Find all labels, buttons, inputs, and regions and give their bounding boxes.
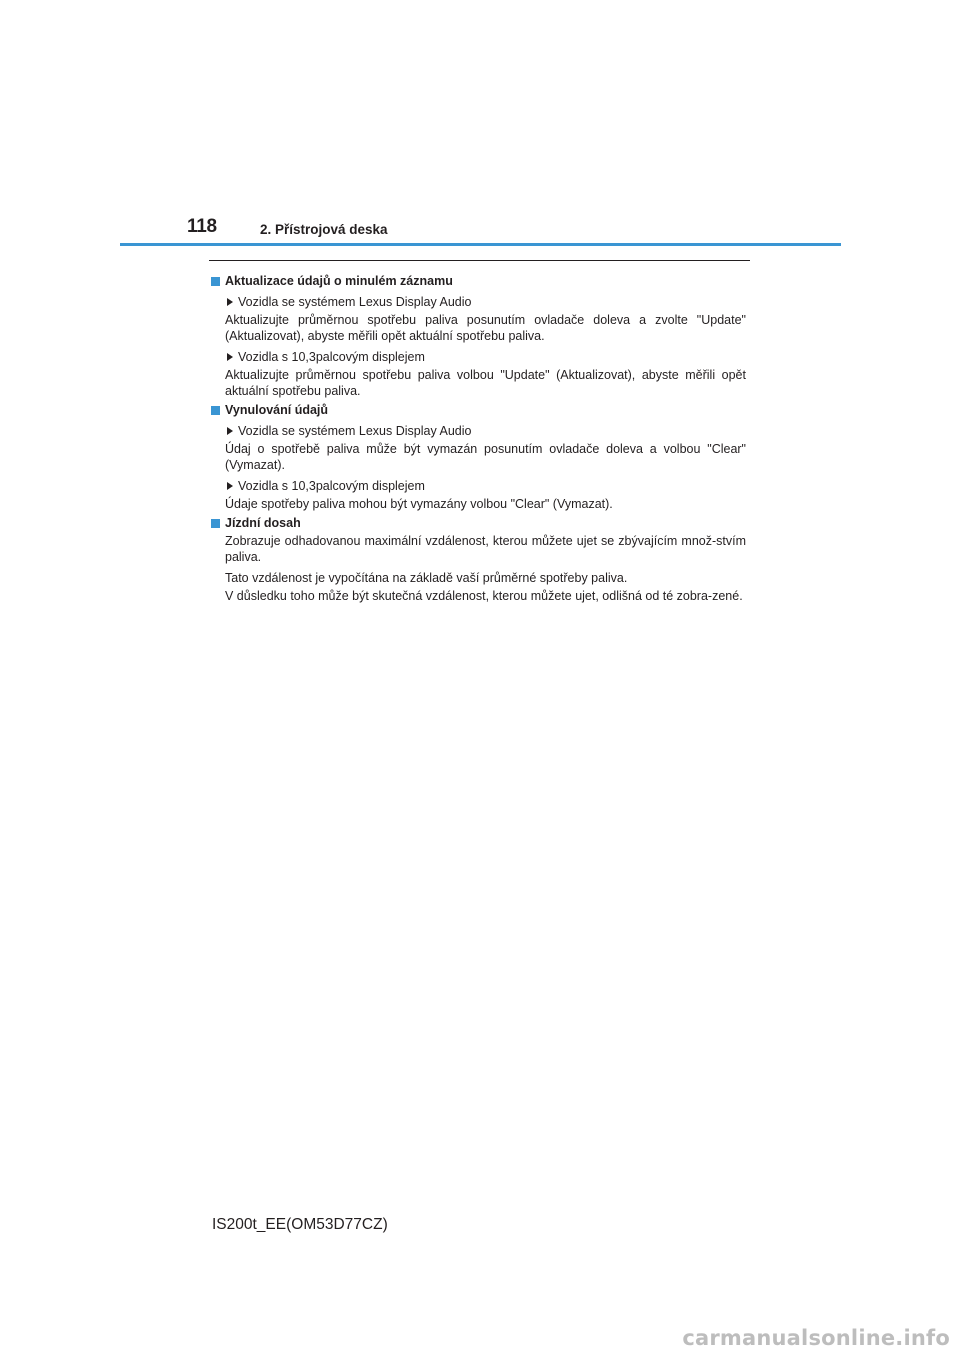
sub-item xyxy=(211,478,746,494)
sub-item xyxy=(211,349,746,365)
square-bullet-icon xyxy=(211,519,220,528)
section-heading-text: Jízdní dosah xyxy=(225,516,301,530)
page-number: 118 xyxy=(187,216,217,237)
sub-item-text: Vozidla se systémem Lexus Display Audio xyxy=(238,295,472,309)
sub-item-text: Vozidla se systémem Lexus Display Audio xyxy=(238,424,472,438)
header-rule xyxy=(120,243,841,246)
paragraph: Údaje spotřeby paliva mohou být vymazány volbou "Clear" (Vymazat). xyxy=(225,497,613,511)
content-rule xyxy=(209,260,750,261)
arrow-right-icon xyxy=(227,427,233,435)
watermark: carmanualsonline.info xyxy=(682,1326,950,1350)
section-heading xyxy=(211,402,746,418)
content xyxy=(211,270,746,604)
arrow-right-icon xyxy=(227,353,233,361)
sub-item-text: Vozidla s 10,3palcovým displejem xyxy=(238,479,425,493)
paragraph: Aktualizujte průměrnou spotřebu paliva posunutím ovladače doleva a zvolte "Update" (Aktualizovat), abyste měřili opět aktuální spotřebu paliva. xyxy=(225,313,746,343)
sub-item-text: Vozidla s 10,3palcovým displejem xyxy=(238,350,425,364)
sub-item xyxy=(211,294,746,310)
section-heading xyxy=(211,515,746,531)
arrow-right-icon xyxy=(227,482,233,490)
document-code: IS200t_EE(OM53D77CZ) xyxy=(212,1216,388,1233)
chapter-title: 2. Přístrojová deska xyxy=(260,222,388,237)
square-bullet-icon xyxy=(211,277,220,286)
section-heading xyxy=(211,273,746,289)
section-heading-text: Aktualizace údajů o minulém záznamu xyxy=(225,274,453,288)
paragraph: Aktualizujte průměrnou spotřebu paliva volbou "Update" (Aktualizovat), abyste měřili opět aktuální spotřebu paliva. xyxy=(225,368,746,398)
paragraph: Údaj o spotřebě paliva může být vymazán posunutím ovladače doleva a volbou "Clear" (Vymazat). xyxy=(225,442,746,472)
square-bullet-icon xyxy=(211,406,220,415)
arrow-right-icon xyxy=(227,298,233,306)
paragraph: Tato vzdálenost je vypočítána na základě vaší průměrné spotřeby paliva. xyxy=(225,571,628,585)
sub-item xyxy=(211,423,746,439)
paragraph: V důsledku toho může být skutečná vzdálenost, kterou můžete ujet, odlišná od té zobra-zené. xyxy=(225,589,743,603)
section-heading-text: Vynulování údajů xyxy=(225,403,329,417)
paragraph: Zobrazuje odhadovanou maximální vzdálenost, kterou můžete ujet se zbývajícím množ-stvím paliva. xyxy=(225,534,746,564)
